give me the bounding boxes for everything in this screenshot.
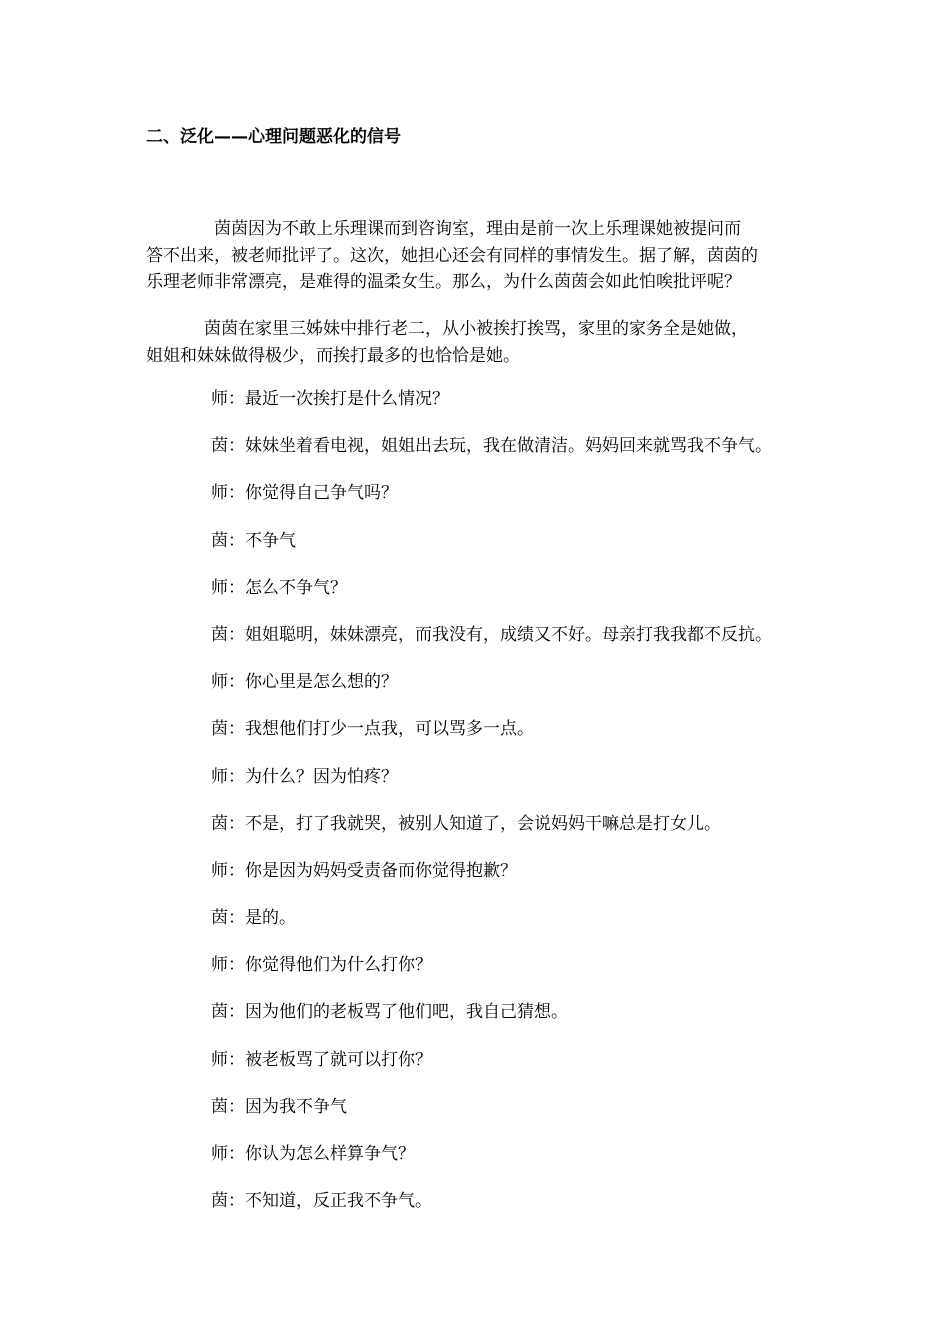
dialogue-line: 茵：因为我不争气 — [211, 1096, 347, 1117]
dialogue-line: 师：为什么？因为怕疼？ — [211, 766, 398, 787]
dialogue-line: 茵：妹妹坐着看电视，姐姐出去玩，我在做清洁。妈妈回来就骂我不争气。 — [211, 436, 772, 457]
dialogue-line: 师：最近一次挨打是什么情况？ — [211, 389, 449, 409]
dialogue-line: 茵：不知道，反正我不争气。 — [211, 1191, 432, 1212]
dialogue-line: 茵：姐姐聪明，妹妹漂亮，而我没有，成绩又不好。母亲打我我都不反抗。 — [211, 624, 772, 645]
section-heading: 二、泛化——心理问题恶化的信号 — [146, 127, 401, 147]
dialogue-line: 茵：不争气 — [211, 530, 296, 551]
paragraph-line: 答不出来，被老师批评了。这次，她担心还会有同样的事情发生。据了解，茵茵的 — [146, 245, 758, 266]
paragraph-line: 姐姐和妹妹做得极少，而挨打最多的也恰恰是她。 — [146, 345, 520, 366]
dialogue-line: 茵：不是，打了我就哭，被别人知道了，会说妈妈干嘛总是打女儿。 — [211, 813, 721, 834]
dialogue-line: 茵：是的。 — [211, 908, 296, 929]
paragraph-line: 乐理老师非常漂亮，是难得的温柔女生。那么，为什么茵茵会如此怕唉批评呢？ — [146, 272, 741, 292]
dialogue-line: 师：被老板骂了就可以打你？ — [211, 1049, 432, 1070]
paragraph-line: 茵茵在家里三姊妹中排行老二，从小被挨打挨骂，家里的家务全是她做， — [204, 319, 748, 339]
dialogue-section — [211, 386, 772, 1235]
dialogue-line: 茵：因为他们的老板骂了他们吧，我自己猜想。 — [211, 1002, 568, 1023]
dialogue-line: 师：怎么不争气？ — [211, 577, 347, 598]
dialogue-line: 师：你心里是怎么想的？ — [211, 672, 398, 693]
dialogue-line: 师：你觉得他们为什么打你？ — [211, 955, 432, 976]
dialogue-line: 师：你觉得自己争气吗？ — [211, 483, 398, 504]
intro-paragraph — [146, 216, 804, 296]
dialogue-line: 师：你是因为妈妈受责备而你觉得抱歉？ — [211, 860, 517, 881]
dialogue-line: 茵：我想他们打少一点我，可以骂多一点。 — [211, 719, 534, 740]
paragraph-line: 茵茵因为不敢上乐理课而到咨询室，理由是前一次上乐理课她被提问而 — [214, 219, 741, 239]
background-paragraph — [146, 316, 804, 369]
dialogue-line: 师：你认为怎么样算争气？ — [211, 1144, 415, 1164]
